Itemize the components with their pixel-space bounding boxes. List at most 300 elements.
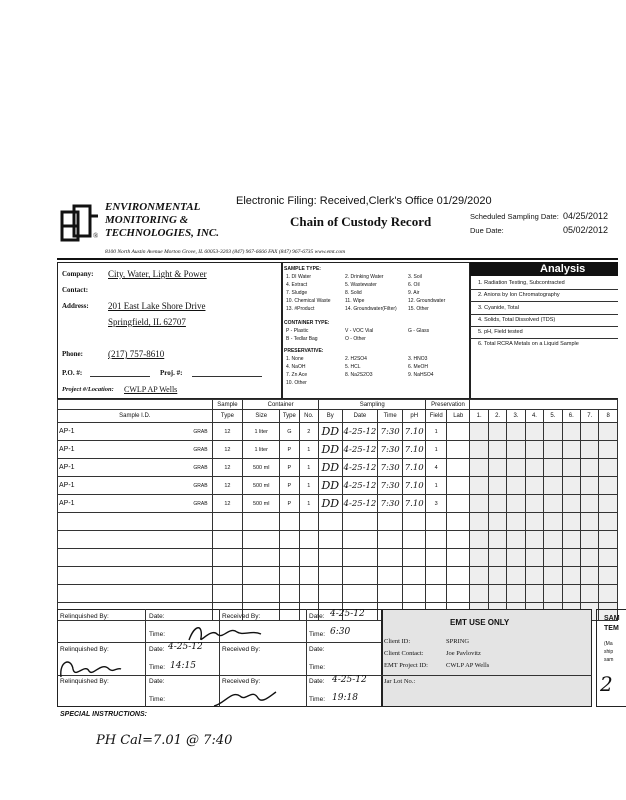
sampled-by-cell — [319, 531, 343, 549]
analysis-cell — [525, 585, 543, 603]
date-label: Date: — [309, 678, 325, 685]
sample-date-cell — [342, 567, 378, 585]
preservation-field-cell: 3 — [426, 495, 446, 513]
sampled-by-cell: DD — [319, 495, 343, 513]
container-size-cell — [243, 513, 280, 531]
analysis-cell — [507, 423, 525, 441]
container-type-cell — [280, 585, 299, 603]
preservation-lab-cell — [446, 441, 470, 459]
project-location-label: Project #/Location: — [62, 386, 114, 393]
analysis-cell — [599, 585, 618, 603]
sample-type-option: 7. Sludge — [286, 290, 308, 296]
preservative-option: 3. HNO3 — [408, 356, 428, 362]
container-type-cell: P — [280, 441, 299, 459]
analysis-cell — [562, 423, 580, 441]
analysis-cell — [544, 477, 562, 495]
sampled-by-cell: DD — [319, 459, 343, 477]
sample-type-cell: 12 — [212, 495, 243, 513]
analysis-cell — [581, 459, 599, 477]
sample-type-option: 5. Wastewater — [345, 282, 377, 288]
sample-date-cell — [342, 531, 378, 549]
analysis-cell — [488, 585, 506, 603]
sample-date-cell: 4-25-12 — [342, 477, 378, 495]
contact-label: Contact: — [62, 286, 89, 294]
time-label: Time: — [309, 664, 326, 671]
sampled-by-cell: DD — [319, 477, 343, 495]
analysis-cell — [507, 495, 525, 513]
container-type-cell: G — [280, 423, 299, 441]
analysis-heading: Analysis — [540, 263, 586, 275]
preservative-option: 4. NaOH — [286, 364, 306, 370]
project-id-label: EMT Project ID: — [384, 662, 428, 669]
analysis-divider — [470, 289, 618, 290]
sample-time-cell — [378, 549, 403, 567]
analysis-cell — [507, 441, 525, 459]
analysis-cell — [581, 513, 599, 531]
table-row — [58, 567, 618, 585]
sample-time-cell — [378, 513, 403, 531]
analysis-cell — [488, 495, 506, 513]
sample-type-cell: 12 — [212, 459, 243, 477]
analysis-cell — [507, 585, 525, 603]
preservation-field-cell — [426, 549, 446, 567]
side-fragment: (Ma — [604, 641, 613, 647]
sample-time-cell — [378, 567, 403, 585]
container-type-option: B - Tedlar Bag — [286, 336, 318, 342]
date-label: Date: — [309, 646, 325, 653]
table-row — [58, 585, 618, 603]
po-label: P.O. #: — [62, 369, 83, 377]
sample-type-cell — [212, 585, 243, 603]
sample-kind: GRAB — [193, 465, 208, 471]
relinquished-date-2: 4-25-12 — [168, 642, 203, 652]
side-fragment: SAM — [604, 615, 620, 622]
analysis-cell — [544, 513, 562, 531]
table-row — [58, 549, 618, 567]
sample-time-cell: 7:30 — [378, 477, 403, 495]
date-label: Date: — [149, 646, 165, 653]
container-count-cell: 1 — [299, 459, 318, 477]
analysis-cell — [470, 477, 488, 495]
sampled-by-cell: DD — [319, 423, 343, 441]
col-header: 1. — [470, 410, 488, 423]
col-header: By — [319, 410, 343, 423]
analysis-cell — [544, 531, 562, 549]
preservation-lab-cell — [446, 495, 470, 513]
container-size-cell: 500 ml — [243, 495, 280, 513]
col-header: Date — [342, 410, 378, 423]
analysis-cell — [544, 567, 562, 585]
analysis-cell — [507, 549, 525, 567]
analysis-cell — [470, 549, 488, 567]
proj-label: Proj. #: — [160, 369, 183, 377]
ph-cell — [402, 549, 426, 567]
company-name: ENVIRONMENTAL MONITORING & TECHNOLOGIES, INC. — [105, 201, 219, 239]
container-count-cell: 1 — [299, 495, 318, 513]
address-line2: Springfield, IL 62707 — [108, 317, 186, 327]
sampled-by-cell: DD — [319, 441, 343, 459]
company-value: City, Water, Light & Power — [108, 269, 207, 279]
analysis-cell — [562, 441, 580, 459]
signature-icon — [185, 622, 265, 644]
sample-kind: GRAB — [193, 447, 208, 453]
analysis-cell — [562, 549, 580, 567]
preservation-field-cell — [426, 585, 446, 603]
col-header: pH — [402, 410, 426, 423]
analysis-cell — [562, 531, 580, 549]
sampling-date-label: Scheduled Sampling Date: — [470, 212, 559, 221]
phone-label: Phone: — [62, 350, 83, 358]
time-label: Time: — [309, 631, 326, 638]
analysis-cell — [507, 477, 525, 495]
container-size-cell — [243, 531, 280, 549]
sample-table — [57, 399, 618, 621]
container-type-option: O - Other — [345, 336, 366, 342]
container-type-cell — [280, 567, 299, 585]
sample-id-cell — [58, 441, 213, 459]
header-blank — [58, 400, 213, 410]
table-row — [58, 531, 618, 549]
analysis-cell — [488, 477, 506, 495]
container-count-cell — [299, 549, 318, 567]
sampled-by-cell — [319, 513, 343, 531]
ph-cell — [402, 585, 426, 603]
analysis-cell — [562, 459, 580, 477]
container-count-cell — [299, 585, 318, 603]
sample-type-option: 6. Oil — [408, 282, 420, 288]
sampling-date: 04/25/2012 — [563, 211, 609, 221]
col-header: Lab — [446, 410, 470, 423]
sample-time-cell: 7:30 — [378, 441, 403, 459]
sample-time-cell: 7:30 — [378, 495, 403, 513]
sample-type-option: 8. Solid — [345, 290, 362, 296]
container-type-heading: CONTAINER TYPE: — [284, 320, 330, 326]
col-header: 4. — [525, 410, 543, 423]
container-type-cell: P — [280, 459, 299, 477]
sample-date-cell: 4-25-12 — [342, 441, 378, 459]
preservation-lab-cell — [446, 423, 470, 441]
preservation-lab-cell — [446, 585, 470, 603]
analysis-item: 1. Radiation Testing, Subcontracted — [478, 280, 565, 286]
analysis-divider — [470, 338, 618, 339]
analysis-cell — [470, 423, 488, 441]
analysis-item: 6. Total RCRA Metals on a Liquid Sample — [478, 341, 579, 347]
sample-time-cell — [378, 585, 403, 603]
date-label: Date: — [309, 613, 325, 620]
sample-id-cell — [58, 495, 213, 513]
analysis-divider — [470, 301, 618, 302]
analysis-cell — [599, 549, 618, 567]
client-id-label: Client ID: — [384, 638, 411, 645]
relinquish-divider — [145, 609, 146, 707]
analysis-item: 4. Solids, Total Dissolved (TDS) — [478, 317, 556, 323]
col-header: Sample I.D. — [58, 410, 213, 423]
preservation-lab-cell — [446, 549, 470, 567]
side-fragment: sam — [604, 657, 614, 663]
jar-lot-label: Jar Lot No.: — [384, 678, 416, 685]
time-label: Time: — [149, 664, 166, 671]
sample-type-cell: 12 — [212, 423, 243, 441]
analysis-cell — [525, 567, 543, 585]
sample-id-cell — [58, 423, 213, 441]
analysis-cell — [562, 495, 580, 513]
group-header-preservation: Preservation — [426, 400, 470, 410]
table-row — [58, 459, 618, 477]
analysis-cell — [525, 549, 543, 567]
sample-id: AP-1 — [59, 464, 75, 471]
time-label: Time: — [149, 696, 166, 703]
preservative-option: 10. Other — [286, 380, 307, 386]
address-line1: 201 East Lake Shore Drive — [108, 301, 206, 311]
analysis-cell — [544, 459, 562, 477]
table-row — [58, 423, 618, 441]
due-date-label: Due Date: — [470, 226, 504, 235]
analysis-cell — [599, 459, 618, 477]
analysis-cell — [470, 567, 488, 585]
analysis-item: 2. Anions by Ion Chromatography — [478, 292, 560, 298]
container-type-cell: P — [280, 495, 299, 513]
analysis-cell — [525, 459, 543, 477]
relinquished-time-2: 14:15 — [170, 661, 196, 671]
analysis-cell — [562, 477, 580, 495]
sample-id: AP-1 — [59, 482, 75, 489]
preservative-option: 6. MeOH — [408, 364, 429, 370]
preservation-field-cell: 1 — [426, 423, 446, 441]
analysis-cell — [599, 477, 618, 495]
preservation-lab-cell — [446, 459, 470, 477]
analysis-cell — [488, 423, 506, 441]
analysis-cell — [488, 513, 506, 531]
signature-icon — [210, 686, 280, 710]
col-header: Type — [280, 410, 299, 423]
sampled-by-cell — [319, 567, 343, 585]
relinquished-by-label: Relinquished By: — [60, 613, 109, 620]
sample-date-cell — [342, 513, 378, 531]
filing-stamp: Electronic Filing: Received,Clerk's Office 01/29/2020 — [236, 195, 492, 207]
sample-kind: GRAB — [193, 501, 208, 507]
group-header-sampling: Sampling — [319, 400, 426, 410]
header-rule — [57, 258, 618, 260]
preservation-lab-cell — [446, 513, 470, 531]
analysis-cell — [470, 585, 488, 603]
sample-type-cell — [212, 513, 243, 531]
sampled-by-cell — [319, 549, 343, 567]
container-size-cell — [243, 567, 280, 585]
sample-type-option: 4. Extract — [286, 282, 308, 288]
sample-date-cell — [342, 585, 378, 603]
analysis-cell — [581, 423, 599, 441]
sample-type-option: 10. Chemical Waste — [286, 298, 331, 304]
sampled-by-cell — [319, 585, 343, 603]
table-row — [58, 513, 618, 531]
sample-type-option: 15. Other — [408, 306, 429, 312]
header-blank — [470, 400, 618, 410]
analysis-cell — [488, 441, 506, 459]
analysis-cell — [525, 441, 543, 459]
analysis-divider — [470, 314, 618, 315]
ph-cell — [402, 531, 426, 549]
proj-line — [192, 376, 262, 377]
company-label: Company: — [62, 270, 94, 278]
analysis-cell — [488, 459, 506, 477]
analysis-cell — [507, 567, 525, 585]
analysis-cell — [599, 441, 618, 459]
ph-cell — [402, 513, 426, 531]
container-type-cell: P — [280, 477, 299, 495]
sample-date-cell — [342, 549, 378, 567]
preservation-lab-cell — [446, 567, 470, 585]
sample-type-option: 11. Wipe — [345, 298, 365, 304]
sample-id-cell — [58, 459, 213, 477]
col-header: Size — [243, 410, 280, 423]
sample-id-cell — [58, 549, 213, 567]
received-time-3: 19:18 — [332, 693, 358, 703]
sample-type-option: 2. Drinking Water — [345, 274, 384, 280]
received-date-1: 4-25-12 — [330, 609, 365, 619]
table-row — [58, 441, 618, 459]
analysis-cell — [470, 531, 488, 549]
handwritten-mark: 2 — [600, 672, 613, 696]
date-label: Date: — [149, 678, 165, 685]
analysis-cell — [470, 513, 488, 531]
received-time-1: 6:30 — [330, 627, 351, 637]
sample-type-cell — [212, 549, 243, 567]
analysis-cell — [562, 567, 580, 585]
handwritten-note: PH Cal=7.01 @ 7:40 — [96, 733, 233, 748]
relinquished-by-label: Relinquished By: — [60, 678, 109, 685]
analysis-cell — [488, 531, 506, 549]
container-size-cell: 1 liter — [243, 441, 280, 459]
container-count-cell — [299, 513, 318, 531]
page-title: Chain of Custody Record — [290, 214, 432, 229]
sample-id-cell — [58, 477, 213, 495]
sample-id-cell — [58, 567, 213, 585]
analysis-cell — [470, 459, 488, 477]
client-id-value: SPRING — [446, 638, 470, 645]
col-header: Type — [212, 410, 243, 423]
address-label: Address: — [62, 302, 89, 310]
special-instructions-label: SPECIAL INSTRUCTIONS: — [60, 711, 147, 718]
analysis-cell — [507, 459, 525, 477]
preservation-field-cell: 1 — [426, 441, 446, 459]
client-contact-label: Client Contact: — [384, 650, 424, 657]
sample-type-option: 3. Soil — [408, 274, 422, 280]
analysis-cell — [599, 531, 618, 549]
date-label: Date: — [149, 613, 165, 620]
preservative-option: 9. NaHSO4 — [408, 372, 434, 378]
analysis-cell — [507, 513, 525, 531]
col-header: 5. — [544, 410, 562, 423]
analysis-cell — [525, 495, 543, 513]
analysis-cell — [581, 531, 599, 549]
phone-value: (217) 757-8610 — [108, 349, 165, 359]
preservative-option: 2. H2SO4 — [345, 356, 367, 362]
sample-type-heading: SAMPLE TYPE: — [284, 266, 321, 272]
analysis-cell — [599, 423, 618, 441]
sample-type-cell: 12 — [212, 441, 243, 459]
sample-id-cell — [58, 513, 213, 531]
analysis-cell — [544, 441, 562, 459]
container-type-option: P - Plastic — [286, 328, 309, 334]
analysis-cell — [581, 477, 599, 495]
analysis-divider — [470, 326, 618, 327]
container-type-option: V - VOC Vial — [345, 328, 374, 334]
client-contact-value: Joe Pavlovitz — [446, 650, 481, 657]
analysis-cell — [581, 585, 599, 603]
container-type-cell — [280, 531, 299, 549]
analysis-cell — [544, 585, 562, 603]
preservative-option: 5. HCL — [345, 364, 361, 370]
analysis-cell — [562, 513, 580, 531]
analysis-cell — [562, 585, 580, 603]
group-header-sample: Sample — [212, 400, 243, 410]
container-size-cell — [243, 549, 280, 567]
analysis-cell — [507, 531, 525, 549]
analysis-cell — [470, 441, 488, 459]
relinquished-by-label: Relinquished By: — [60, 646, 109, 653]
analysis-cell — [581, 495, 599, 513]
ph-cell: 7.10 — [402, 423, 426, 441]
sample-time-cell: 7:30 — [378, 423, 403, 441]
side-fragment: ship — [604, 649, 614, 655]
preservative-option: 8. Na2S2O3 — [345, 372, 373, 378]
sample-time-cell: 7:30 — [378, 459, 403, 477]
col-header: 3. — [507, 410, 525, 423]
side-fragment: TEM — [604, 625, 619, 632]
sample-date-cell: 4-25-12 — [342, 459, 378, 477]
analysis-cell — [525, 531, 543, 549]
analysis-cell — [544, 423, 562, 441]
due-date: 05/02/2012 — [563, 225, 609, 235]
col-header: Field — [426, 410, 446, 423]
table-row — [58, 477, 618, 495]
client-info-box — [57, 262, 282, 399]
analysis-cell — [581, 549, 599, 567]
ph-cell: 7.10 — [402, 441, 426, 459]
preservative-option: 7. Zn Ace — [286, 372, 308, 378]
sample-type-option: 9. Air — [408, 290, 420, 296]
sample-id: AP-1 — [59, 500, 75, 507]
container-type-option: G - Glass — [408, 328, 430, 334]
preservation-field-cell: 4 — [426, 459, 446, 477]
sample-id-cell — [58, 531, 213, 549]
col-header: Time — [378, 410, 403, 423]
registered-mark: ® — [93, 232, 99, 240]
sample-id-cell — [58, 585, 213, 603]
time-label: Time: — [309, 696, 326, 703]
analysis-cell — [525, 423, 543, 441]
signature-icon — [55, 655, 125, 681]
analysis-cell — [581, 567, 599, 585]
sample-time-cell — [378, 531, 403, 549]
sample-kind: GRAB — [193, 429, 208, 435]
analysis-cell — [525, 477, 543, 495]
preservation-field-cell — [426, 513, 446, 531]
container-count-cell: 2 — [299, 423, 318, 441]
received-by-label: Received By: — [222, 678, 261, 685]
sample-id: AP-1 — [59, 446, 75, 453]
time-label: Time: — [149, 631, 166, 638]
col-header: 2. — [488, 410, 506, 423]
container-size-cell: 500 ml — [243, 477, 280, 495]
emt-divider — [382, 675, 592, 676]
preservation-field-cell: 1 — [426, 477, 446, 495]
analysis-cell — [599, 495, 618, 513]
preservative-option: 1. None — [286, 356, 304, 362]
sample-type-option: 1. DI Water — [286, 274, 312, 280]
table-row — [58, 495, 618, 513]
analysis-cell — [599, 513, 618, 531]
